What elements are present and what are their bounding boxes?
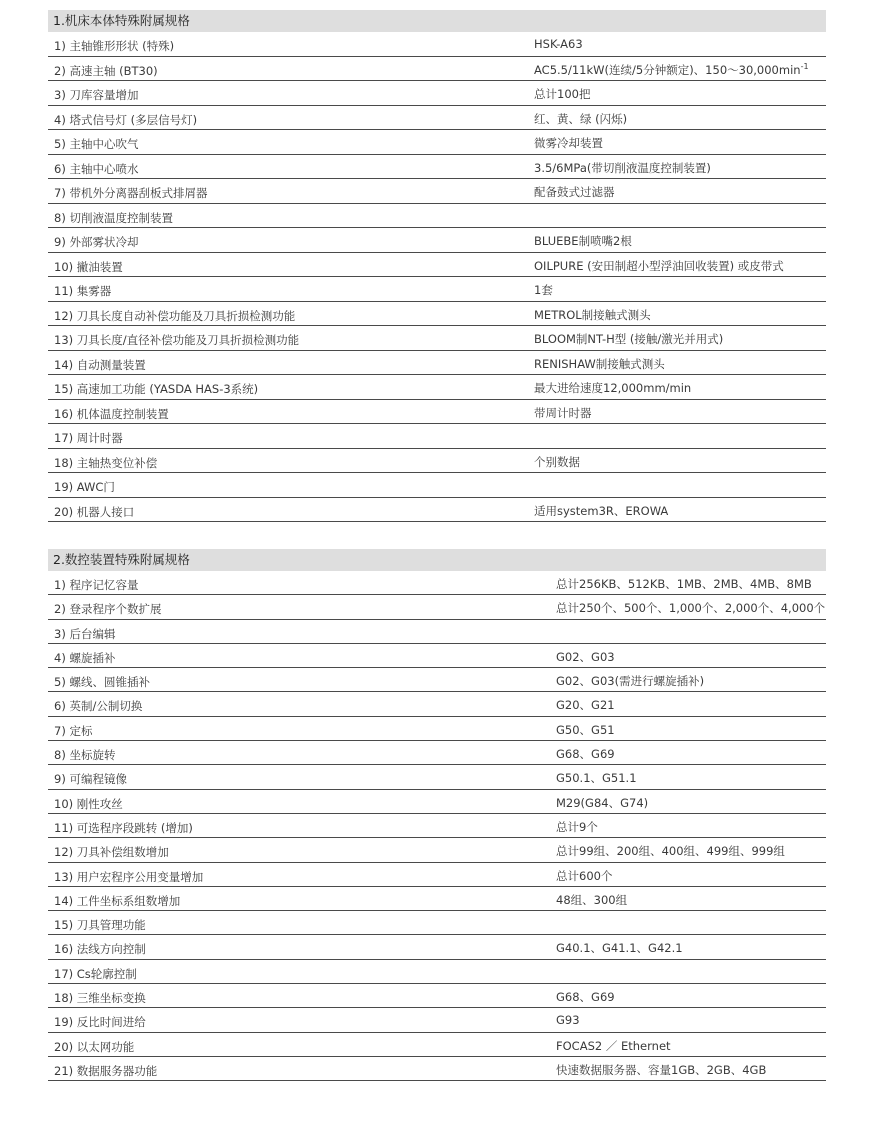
spec-label: 7) 定标	[54, 723, 93, 738]
spec-value-text: 48组、300组	[556, 892, 628, 907]
table-row	[48, 960, 826, 984]
spec-label: 13) 用户宏程序公用变量增加	[54, 869, 204, 884]
spec-value-text: FOCAS2 ／ Ethernet	[556, 1038, 671, 1053]
table-row	[48, 1057, 826, 1081]
spec-value	[556, 868, 612, 884]
spec-label: 8) 坐标旋转	[54, 748, 116, 763]
spec-value	[534, 331, 723, 347]
spec-value	[534, 258, 784, 274]
table-row	[48, 179, 826, 204]
spec-table	[48, 571, 826, 1081]
table-row	[48, 1033, 826, 1057]
spec-value	[534, 405, 592, 421]
spec-label: 3) 后台编辑	[54, 626, 116, 641]
spec-label: 4) 螺旋插补	[54, 650, 116, 665]
spec-value-text: G02、G03	[556, 649, 615, 664]
spec-value-text: 总计250个、500个、1,000个、2,000个、4,000个	[556, 601, 826, 616]
unit-exponent: -1	[800, 61, 809, 71]
spec-label: 7) 带机外分离器刮板式排屑器	[54, 186, 208, 200]
spec-value-text: HSK-A63	[534, 37, 583, 51]
table-row	[48, 692, 826, 716]
spec-label: 16) 法线方向控制	[54, 942, 146, 957]
spec-label: 1) 主轴锥形形状 (特殊)	[54, 39, 175, 53]
spec-label: 5) 螺线、圆锥插补	[54, 675, 150, 690]
spec-value-text: AC5.5/11kW(连续/5分钟额定)、150～30,000min	[534, 62, 801, 77]
spec-label: 3) 刀库容量增加	[54, 88, 139, 102]
spec-value-text: BLOOM制NT-H型 (接触/激光并用式)	[534, 332, 724, 346]
spec-value-text: 快速数据服务器、容量1GB、2GB、4GB	[556, 1062, 767, 1077]
spec-value	[556, 843, 785, 859]
nc-options-section	[48, 549, 826, 1081]
spec-value-text: 总计9个	[556, 819, 598, 834]
spec-value-text: BLUEBE制喷嘴2根	[534, 234, 632, 248]
spec-value	[534, 380, 691, 396]
spec-value	[534, 86, 590, 102]
spec-value-text: 适用system3R、EROWA	[534, 503, 669, 518]
table-row	[48, 935, 826, 959]
spec-value-text: G68、G69	[556, 747, 615, 762]
spec-label: 13) 刀具长度/直径补偿功能及刀具折损检测功能	[54, 333, 300, 347]
table-row	[48, 81, 826, 106]
spec-value-text: 总计100把	[534, 87, 591, 101]
table-row	[48, 498, 826, 523]
table-row	[48, 375, 826, 400]
spec-value-text: 1套	[534, 283, 553, 297]
spec-label: 2) 登录程序个数扩展	[54, 602, 162, 617]
spec-label: 11) 集雾器	[54, 284, 112, 298]
spec-value-text: G50.1、G51.1	[556, 771, 637, 786]
spec-table	[48, 32, 826, 522]
spec-value-text: 微雾冷却装置	[534, 136, 603, 150]
spec-value	[556, 746, 615, 762]
table-row	[48, 911, 826, 935]
spec-value-text: G68、G69	[556, 990, 615, 1005]
table-row	[48, 1008, 826, 1032]
spec-value	[556, 673, 704, 689]
spec-value	[556, 722, 615, 738]
spec-value	[534, 37, 583, 51]
spec-label: 20) 以太网功能	[54, 1039, 135, 1054]
table-row	[48, 57, 826, 82]
spec-value-text: G40.1、G41.1、G42.1	[556, 941, 683, 956]
spec-value-text: 总计99组、200组、400组、499组、999组	[556, 844, 785, 859]
table-row	[48, 473, 826, 498]
spec-value-text: 最大进给速度12,000mm/min	[534, 381, 692, 395]
spec-value	[556, 989, 615, 1005]
spec-label: 9) 外部雾状冷却	[54, 235, 139, 249]
spec-value	[556, 1062, 766, 1078]
spec-label: 10) 撇油装置	[54, 259, 123, 274]
table-row	[48, 106, 826, 131]
spec-value	[556, 892, 627, 908]
spec-value-text: 总计600个	[556, 868, 613, 883]
spec-label: 18) 三维坐标变换	[54, 991, 146, 1006]
spec-value	[534, 184, 615, 200]
table-row	[48, 449, 826, 474]
table-row	[48, 863, 826, 887]
spec-value	[534, 135, 603, 151]
spec-value-text: 带周计时器	[534, 405, 592, 420]
spec-label: 17) Cs轮廓控制	[54, 966, 137, 981]
spec-value	[534, 62, 809, 78]
table-row	[48, 790, 826, 814]
spec-value	[556, 795, 648, 811]
spec-value-text: 3.5/6MPa(带切削液温度控制装置)	[534, 160, 711, 175]
spec-value-text: METROL制接触式测头	[534, 307, 651, 322]
spec-label: 15) 刀具管理功能	[54, 918, 146, 933]
spec-label: 16) 机体温度控制装置	[54, 406, 169, 421]
spec-value	[556, 940, 683, 956]
section-title: 2.数控装置特殊附属规格	[48, 549, 826, 571]
table-row	[48, 204, 826, 229]
spec-value	[534, 160, 711, 176]
machine-options-section	[48, 10, 826, 522]
table-row	[48, 228, 826, 253]
spec-label: 12) 刀具长度自动补偿功能及刀具折损检测功能	[54, 308, 296, 323]
spec-label: 21) 数据服务器功能	[54, 1063, 158, 1078]
table-row	[48, 620, 826, 644]
table-row	[48, 668, 826, 692]
spec-value	[556, 770, 637, 786]
spec-value-text: 配备鼓式过滤器	[534, 185, 615, 199]
spec-value-text: G93	[556, 1013, 580, 1028]
spec-label: 5) 主轴中心吹气	[54, 137, 139, 151]
table-row	[48, 814, 826, 838]
spec-label: 19) AWC门	[54, 480, 115, 494]
spec-label: 15) 高速加工功能 (YASDA HAS-3系统)	[54, 382, 259, 396]
spec-value	[534, 111, 627, 127]
spec-value	[556, 1013, 580, 1027]
spec-label: 20) 机器人接口	[54, 504, 135, 519]
spec-label: 14) 工件坐标系组数增加	[54, 893, 181, 908]
table-row	[48, 838, 826, 862]
table-row	[48, 741, 826, 765]
table-row	[48, 277, 826, 302]
table-row	[48, 717, 826, 741]
spec-label: 18) 主轴热变位补偿	[54, 455, 158, 470]
spec-label: 11) 可选程序段跳转 (增加)	[54, 820, 193, 835]
spec-label: 2) 高速主轴 (BT30)	[54, 63, 158, 78]
spec-value	[556, 1038, 671, 1054]
spec-value	[534, 356, 665, 372]
spec-label: 12) 刀具补偿组数增加	[54, 845, 169, 860]
spec-value-text: 个别数据	[534, 454, 580, 469]
spec-label: 9) 可编程镜像	[54, 772, 127, 787]
table-row	[48, 984, 826, 1008]
spec-value-text: RENISHAW制接触式测头	[534, 356, 665, 371]
spec-value-text: 总计256KB、512KB、1MB、2MB、4MB、8MB	[556, 577, 812, 591]
table-row	[48, 765, 826, 789]
spec-label: 19) 反比时间进给	[54, 1015, 146, 1030]
section-title: 1.机床本体特殊附属规格	[48, 10, 826, 32]
spec-value	[556, 600, 825, 616]
spec-value-text: G20、G21	[556, 698, 615, 713]
spec-label: 17) 周计时器	[54, 431, 123, 445]
spec-label: 1) 程序记忆容量	[54, 578, 139, 592]
table-row	[48, 302, 826, 327]
spec-value	[534, 454, 580, 470]
spec-label: 4) 塔式信号灯 (多层信号灯)	[54, 112, 198, 127]
spec-value	[556, 649, 615, 665]
spec-label: 14) 自动测量装置	[54, 357, 146, 372]
table-row	[48, 130, 826, 155]
spec-value-text: OILPURE (安田制超小型浮油回收装置) 或皮带式	[534, 258, 784, 273]
spec-value-text: G02、G03(需进行螺旋插补)	[556, 674, 705, 689]
table-row	[48, 326, 826, 351]
table-row	[48, 644, 826, 668]
spec-label: 8) 切削液温度控制装置	[54, 210, 173, 225]
spec-value	[556, 819, 598, 835]
table-row	[48, 155, 826, 180]
table-row	[48, 400, 826, 425]
spec-value-text: 红、黄、绿 (闪烁)	[534, 111, 628, 126]
spec-value-text: M29(G84、G74)	[556, 795, 649, 810]
spec-value	[534, 307, 651, 323]
table-row	[48, 887, 826, 911]
spec-value	[534, 282, 553, 298]
table-row	[48, 253, 826, 278]
spec-value	[556, 697, 615, 713]
table-row	[48, 571, 826, 595]
spec-label: 6) 主轴中心喷水	[54, 161, 139, 176]
table-row	[48, 424, 826, 449]
spec-value	[534, 233, 632, 249]
spec-value-text: G50、G51	[556, 722, 615, 737]
table-row	[48, 351, 826, 376]
spec-value	[534, 503, 668, 519]
table-row	[48, 32, 826, 57]
spec-value	[556, 576, 812, 592]
table-row	[48, 595, 826, 619]
spec-label: 6) 英制/公制切换	[54, 699, 143, 714]
spec-label: 10) 刚性攻丝	[54, 796, 123, 811]
